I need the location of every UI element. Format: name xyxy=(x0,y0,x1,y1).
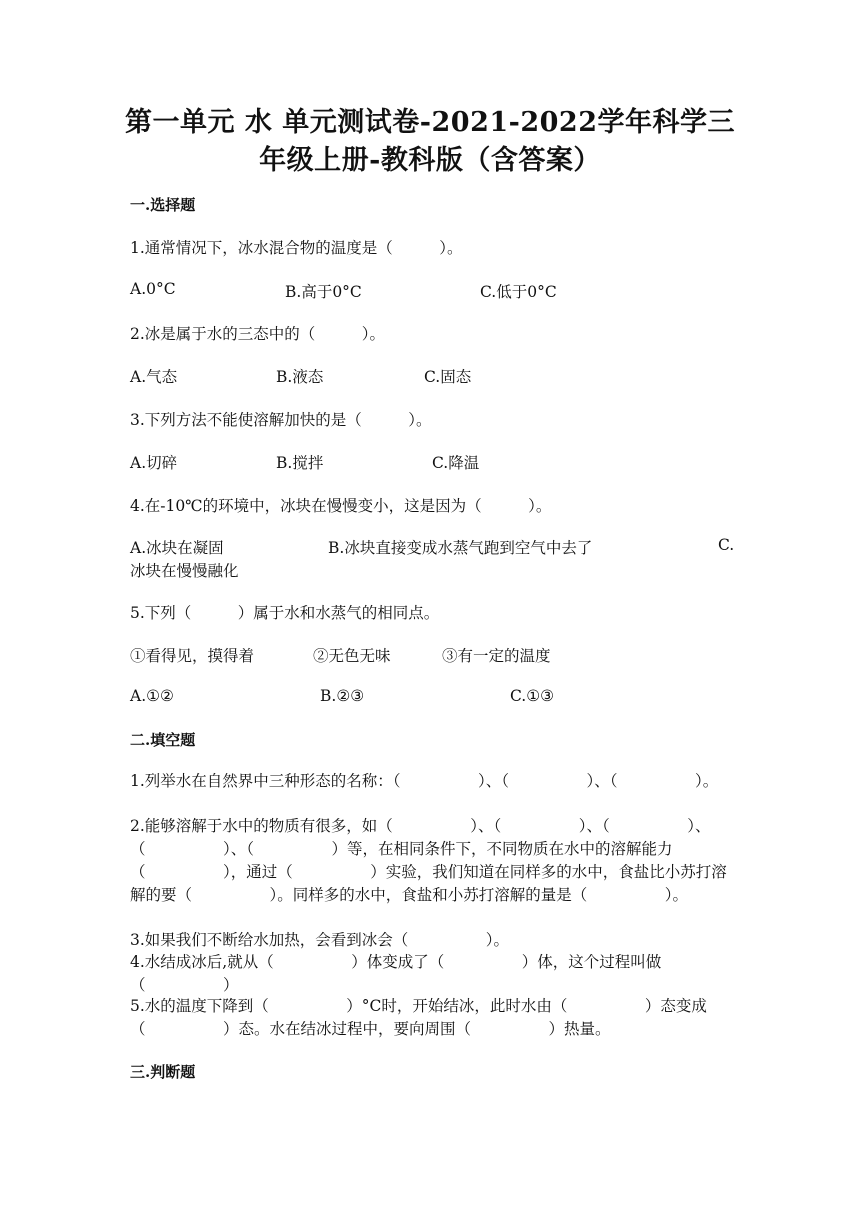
fill-question-4: 4.水结成冰后,就从（ ）体变成了（ ）体，这个过程叫做（ ） xyxy=(130,953,662,994)
fill-question-1: 1.列举水在自然界中三种形态的名称：（ ）、（ ）、（ ）。 xyxy=(130,772,719,790)
option-a: A.0°C xyxy=(130,280,176,298)
question-stem: 4.在-10℃的环境中，冰块在慢慢变小，这是因为（ ）。 xyxy=(130,497,552,515)
fill-question-3: 3.如果我们不断给水加热，会看到冰会（ ）。 xyxy=(130,931,510,949)
page-title: 第一单元 水 单元测试卷-2021-2022学年科学三年级上册-教科版（含答案） xyxy=(124,107,735,176)
section-heading-fill: 二.填空题 xyxy=(130,731,196,749)
statement-2: ②无色无味 xyxy=(313,647,391,665)
option-b: B.高于0°C xyxy=(285,283,362,301)
option-a: A.切碎 xyxy=(130,454,178,472)
statement-1: ①看得见，摸得着 xyxy=(130,647,255,665)
option-c: C.①③ xyxy=(510,687,555,705)
option-b: B.搅拌 xyxy=(276,454,324,472)
option-a: A.①② xyxy=(130,687,174,705)
section-heading-choice: 一.选择题 xyxy=(130,196,196,214)
option-b: B.冰块直接变成水蒸气跑到空气中去了 xyxy=(328,539,593,557)
option-c: C.低于0°C xyxy=(480,283,557,301)
option-c-label: C. xyxy=(718,536,735,554)
option-b: B.液态 xyxy=(276,368,324,386)
question-stem: 3.下列方法不能使溶解加快的是（ ）。 xyxy=(130,411,432,429)
section-heading-judge: 三.判断题 xyxy=(130,1063,196,1081)
option-b: B.②③ xyxy=(320,687,365,705)
option-c-text: 冰块在慢慢融化 xyxy=(130,562,239,580)
question-stem: 2.冰是属于水的三态中的（ ）。 xyxy=(130,325,386,343)
option-c: C.降温 xyxy=(432,454,480,472)
question-stem: 1.通常情况下，冰水混合物的温度是（ ）。 xyxy=(130,239,463,257)
statement-3: ③有一定的温度 xyxy=(442,647,551,665)
option-a: A.气态 xyxy=(130,368,178,386)
fill-question-5: 5.水的温度下降到（ ）°C时，开始结冰，此时水由（ ）态变成（ ）态。水在结冰过程中，要向周围（ ）热量。 xyxy=(130,997,707,1038)
option-a: A.冰块在凝固 xyxy=(130,539,224,557)
fill-question-2: 2.能够溶解于水中的物质有很多，如（ ）、（ ）、（ ）、（ ）、（ ）等，在相同条件下，不同物质在水中的溶解能力（ ），通过（ ）实验，我们知道在同样多的水中，食盐比小苏打溶解的要（ ）。同样多的水中，食盐和小苏打溶解的量是（ ）。 xyxy=(130,817,727,904)
option-c: C.固态 xyxy=(424,368,472,386)
question-stem: 5.下列（ ）属于水和水蒸气的相同点。 xyxy=(130,604,440,622)
